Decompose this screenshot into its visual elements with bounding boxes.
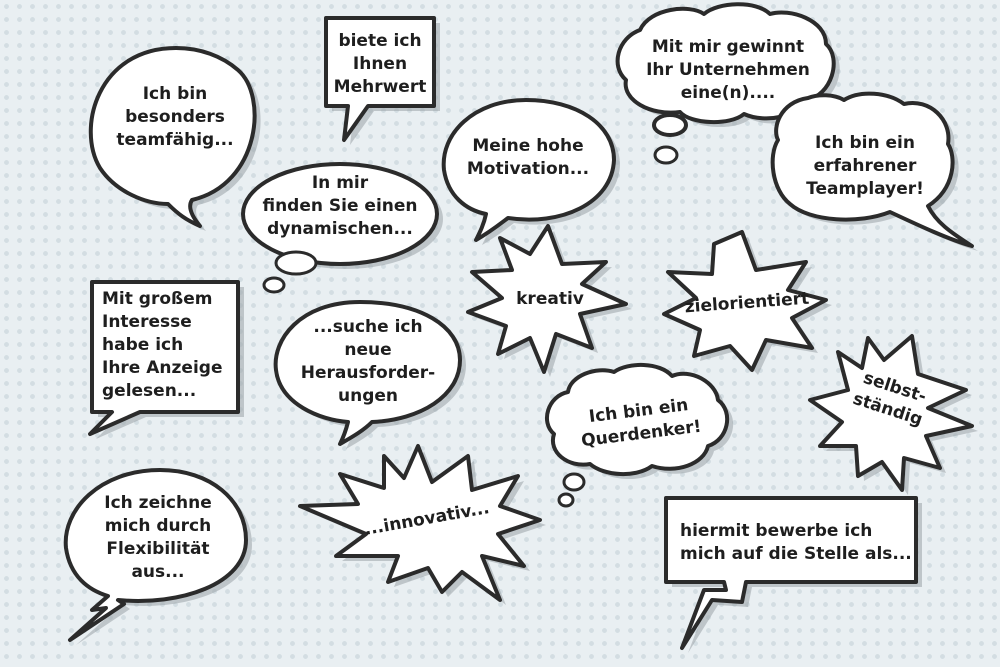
burst-text-selbststaendig: selbst- ständig [850,368,929,431]
bubble-text-herausforderungen: ...suche ich neue Herausforder- ungen [300,317,436,406]
bubble-text-teamfaehig: Ich bin besonders teamfähig... [116,84,234,150]
burst-text-innovativ: ...innovativ... [362,498,492,540]
bubble-text-dynamisch: In mir finden Sie einen dynamischen... [262,173,418,239]
bubble-text-gewinnt: Mit mir gewinnt Ihr Unternehmen eine(n).... [646,37,810,103]
bubble-text-flexibilitaet: Ich zeichne mich durch Flexibilität aus... [104,493,212,582]
bubble-text-mehrwert: biete ich Ihnen Mehrwert [333,31,427,97]
bubble-text-interesse: Mit großem Interesse habe ich Ihre Anzeige gelesen... [102,289,223,401]
burst-text-zielorientiert: zielorientiert [684,288,810,318]
bubble-text-querdenker: Ich bin ein Querdenker! [580,395,703,452]
bubble-text-teamplayer: Ich bin ein erfahrener Teamplayer! [806,133,924,199]
burst-text-kreativ: kreativ [516,289,584,309]
bubble-text-motivation: Meine hohe Motivation... [466,136,590,179]
bubble-text-bewerbe: hiermit bewerbe ich mich auf die Stelle als... [680,521,912,564]
